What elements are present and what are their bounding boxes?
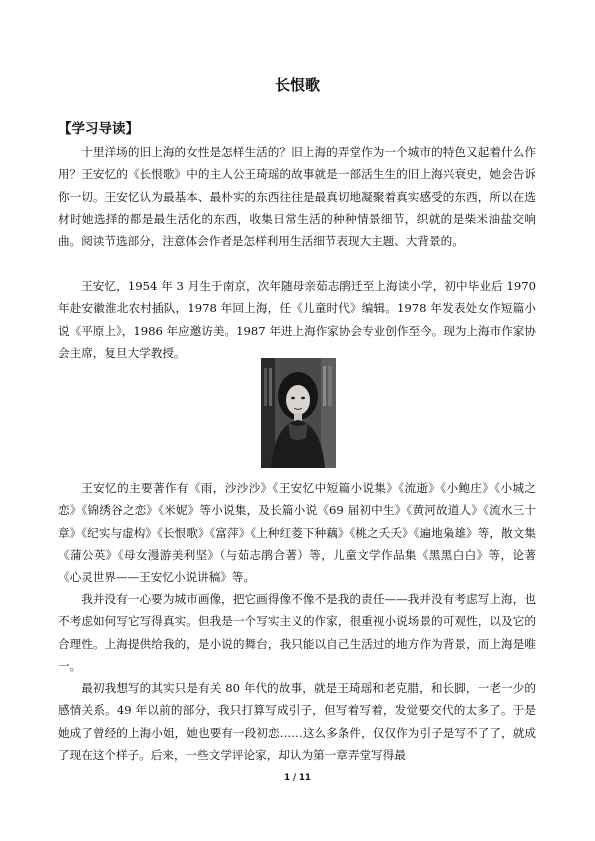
page-number: 1 / 11 [284,773,311,783]
page-title: 长恨歌 [274,76,320,94]
section-heading: 【学习导读】 [58,121,139,137]
paragraph-intro: 十里洋场的旧上海的女性是怎样生活的？旧上海的弄堂作为一个城市的特色又起着什么作用？王安忆的《长恨歌》中的主人公王琦瑶的故事就是一部活生生的旧上海兴衰史，她会告诉你一切。王安忆认为最基本、最朴实的东西往往是最真切地凝聚着真实感受的东西，所以在选材时她选择的都是最生活化的东西，收集日常生活的种种情景细节，织就的是柴米油盐交响曲。阅读节选部分，注意体会作者是怎样利用生活细节表现大主题、大背景的。 [58,145,536,249]
paragraph-quote-city: 我并没有一心要为城市画像，把它画得像不像不是我的责任——我并没有考虑写上海，也不考虑如何写它写得真实。但我是一个写实主义的作家，很重视小说场景的可观性，以及它的合理性。上海提供给我的，是小说的舞台，我只能以自己生活过的地方作为背景，而上海是唯一。 [58,592,536,673]
paragraph-author-bio: 王安忆，1954 年 3 月生于南京，次年随母亲茹志鹃迁至上海读小学，初中毕业后 1970 年赴安徽淮北农村插队，1978 年回上海，任《儿童时代》编辑。1978 年发表处女作短篇小说《平原上》，1986 年应邀访美。1987 年进上海作家协会专业创作至今。现为上海市作家协会主席，复旦大学教授。 [58,279,536,360]
paragraph-quote-story: 最初我想写的其实只是有关 80 年代的故事，就是王琦瑶和老克腊，和长脚，一老一少的感情关系。49 年以前的部分，我只打算写成引子，但写着写着，发觉要交代的太多了。于是她成了曾经的上海小姐，她也要有一段初恋……这么多条件，仅仅作为引子是写不了了，就成了现在这个样子。后来，一些文学评论家，却认为第一章弄堂写得最 [58,681,536,762]
paragraph-works: 王安忆的主要著作有《雨，沙沙沙》《王安忆中短篇小说集》《流逝》《小鲍庄》《小城之恋》《锦绣谷之恋》《米妮》等小说集，及长篇小说《69 届初中生》《黄河故道人》《流水三十章》《纪实与虚构》《长恨歌》《富萍》《上种红菱下种藕》《桃之夭夭》《遍地枭雄》等，散文集《蒲公英》《母女漫游美利坚》（与茹志鹃合著）等，儿童文学作品集《黑黑白白》等，论著《心灵世界——王安忆小说讲稿》等。 [58,481,536,585]
author-portrait-photo [261,358,336,468]
